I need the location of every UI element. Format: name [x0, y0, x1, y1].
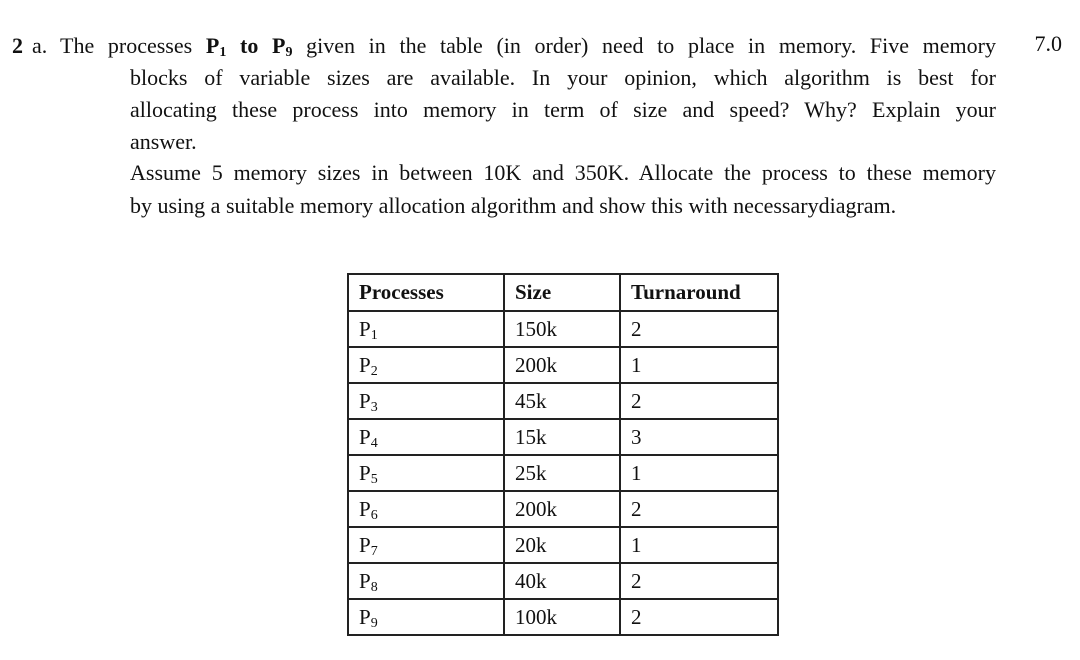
paragraph-1-line-1	[60, 30, 996, 62]
table-row	[348, 311, 778, 347]
process-subscript: 5	[370, 471, 378, 487]
table-row	[348, 383, 778, 419]
header-size: Size	[504, 274, 620, 311]
turnaround-cell: 1	[620, 527, 778, 563]
process-subscript: 4	[370, 435, 378, 451]
process-subscript: 6	[370, 507, 378, 523]
paragraph-1-line-3: allocating these process into memory in term of size and speed? Why? Explain your	[130, 97, 996, 122]
process-cell	[348, 383, 504, 419]
turnaround-cell: 3	[620, 419, 778, 455]
process-first-subscript: 1	[219, 45, 227, 60]
size-cell: 200k	[504, 347, 620, 383]
process-first-letter: P	[205, 33, 220, 58]
process-cell	[348, 599, 504, 635]
process-cell	[348, 455, 504, 491]
process-subscript: 7	[370, 543, 378, 559]
table-row	[348, 347, 778, 383]
process-letter: P	[359, 496, 371, 521]
table-row	[348, 527, 778, 563]
turnaround-cell: 1	[620, 455, 778, 491]
process-cell	[348, 527, 504, 563]
process-subscript: 2	[370, 363, 378, 379]
table-header-row	[348, 274, 778, 311]
line-1-rest: given in the table (in order) need to place in memory. Five memory	[292, 33, 996, 58]
question-part: a.	[32, 33, 48, 58]
size-cell: 100k	[504, 599, 620, 635]
process-last-letter: P	[272, 33, 286, 58]
turnaround-cell: 2	[620, 491, 778, 527]
paragraph-2-line-1: Assume 5 memory sizes in between 10K and 350K. Allocate the process to these memory	[130, 160, 996, 185]
question-number: 2	[12, 33, 23, 58]
process-cell	[348, 347, 504, 383]
turnaround-cell: 2	[620, 563, 778, 599]
table-row	[348, 563, 778, 599]
paragraph-1-line-2: blocks of variable sizes are available. In your opinion, which algorithm is best for	[130, 65, 996, 90]
paragraph-2-line-2: by using a suitable memory allocation algorithm and show this with necessarydiagram.	[130, 193, 897, 218]
question-marks: 7.0	[1034, 31, 1062, 56]
table-row	[348, 419, 778, 455]
size-cell: 200k	[504, 491, 620, 527]
to-word: to	[226, 33, 272, 58]
process-letter: P	[359, 316, 371, 341]
process-letter: P	[359, 352, 371, 377]
table-row	[348, 491, 778, 527]
process-cell	[348, 491, 504, 527]
process-subscript: 9	[370, 615, 378, 631]
size-cell: 150k	[504, 311, 620, 347]
header-processes: Processes	[348, 274, 504, 311]
turnaround-cell: 2	[620, 383, 778, 419]
process-letter: P	[359, 388, 371, 413]
process-letter: P	[359, 460, 371, 485]
process-subscript: 1	[370, 327, 378, 343]
process-first-label	[206, 33, 293, 58]
size-cell: 45k	[504, 383, 620, 419]
turnaround-cell: 2	[620, 599, 778, 635]
process-letter: P	[359, 532, 371, 557]
size-cell: 25k	[504, 455, 620, 491]
turnaround-cell: 2	[620, 311, 778, 347]
process-cell	[348, 419, 504, 455]
process-subscript: 8	[370, 579, 378, 595]
size-cell: 15k	[504, 419, 620, 455]
process-letter: P	[359, 604, 371, 629]
process-subscript: 3	[370, 399, 378, 415]
header-turnaround: Turnaround	[620, 274, 778, 311]
process-cell	[348, 311, 504, 347]
question-paragraph-1	[60, 30, 996, 158]
line-1-intro: The processes	[60, 33, 206, 58]
table-row	[348, 455, 778, 491]
turnaround-cell: 1	[620, 347, 778, 383]
process-letter: P	[359, 568, 371, 593]
process-last-subscript: 9	[285, 45, 293, 60]
table-row	[348, 599, 778, 635]
process-table	[347, 273, 779, 636]
process-letter: P	[359, 424, 371, 449]
size-cell: 20k	[504, 527, 620, 563]
size-cell: 40k	[504, 563, 620, 599]
question-paragraph-2	[130, 156, 996, 222]
process-cell	[348, 563, 504, 599]
paragraph-1-line-4: answer.	[130, 129, 197, 154]
